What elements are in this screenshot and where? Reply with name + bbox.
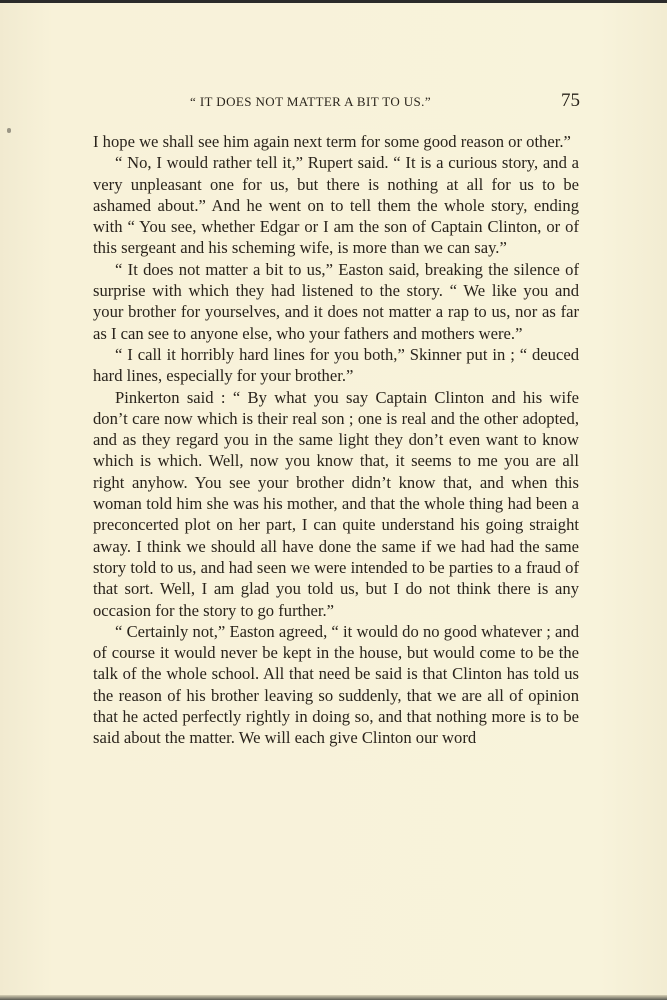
running-head: “ IT DOES NOT MATTER A BIT TO US.” — [190, 94, 431, 109]
paragraph-easton: “ It does not matter a bit to us,” Easton said, breaking the silence of surprise with which they had listened to the story. “ We like you and your brother for yourselves, and it does not matter a rap to us, nor as far as I can see to anyone else, who your fathers and mothers were.” — [93, 259, 579, 343]
paragraph-rupert: “ No, I would rather tell it,” Rupert said. “ It is a curious story, and a very unpleasant one for us, but there is nothing at all for us to be ashamed about.” And he went on to tell them the whole story, ending with “ You see, whether Edgar or I am the son of Captain Clinton, or of this sergeant and his scheming wife, is more than we can say.” — [93, 153, 579, 258]
bottom-edge-rule — [0, 995, 667, 1000]
page-number: 75 — [561, 90, 580, 111]
top-edge-rule — [0, 0, 667, 3]
paragraph-pinkerton: Pinkerton said : “ By what you say Captain Clinton and his wife don’t care now which is their real son ; one is real and the other adopted, and as they regard you in the same light they don’t even want to know which is which. Well, now you know that, it seems to me you are all right anyhow. You see your brother didn’t know that, and when this woman told him she was his mother, and that the whole thing had been a preconcerted plot on her part, I can quite understand his going straight away. I think we should all have done the same if we had had the same story told to us, and had seen we were intended to be parties to a fraud of that sort. Well, I am glad you told us, but I do not think there is any occasion for the story to go further.” — [93, 387, 579, 620]
paragraph-easton-agreed: “ Certainly not,” Easton agreed, “ it would do no good whatever ; and of course it would never be kept in the house, but would come to be the talk of the whole school. All that need be said is that Clinton has told us the reason of his brother leaving so suddenly, that we are all of opinion that he acted perfectly rightly in doing so, and that nothing more is to be said about the matter. We will each give Clinton our word — [93, 621, 579, 748]
paragraph-continuation: I hope we shall see him again next term for some good reason or other.” — [93, 132, 571, 151]
page-header — [93, 90, 580, 114]
paragraph-skinner: “ I call it horribly hard lines for you both,” Skinner put in ; “ deuced hard lines, especially for your brother.” — [93, 344, 579, 386]
margin-speck — [7, 128, 11, 133]
body-text — [93, 131, 579, 749]
